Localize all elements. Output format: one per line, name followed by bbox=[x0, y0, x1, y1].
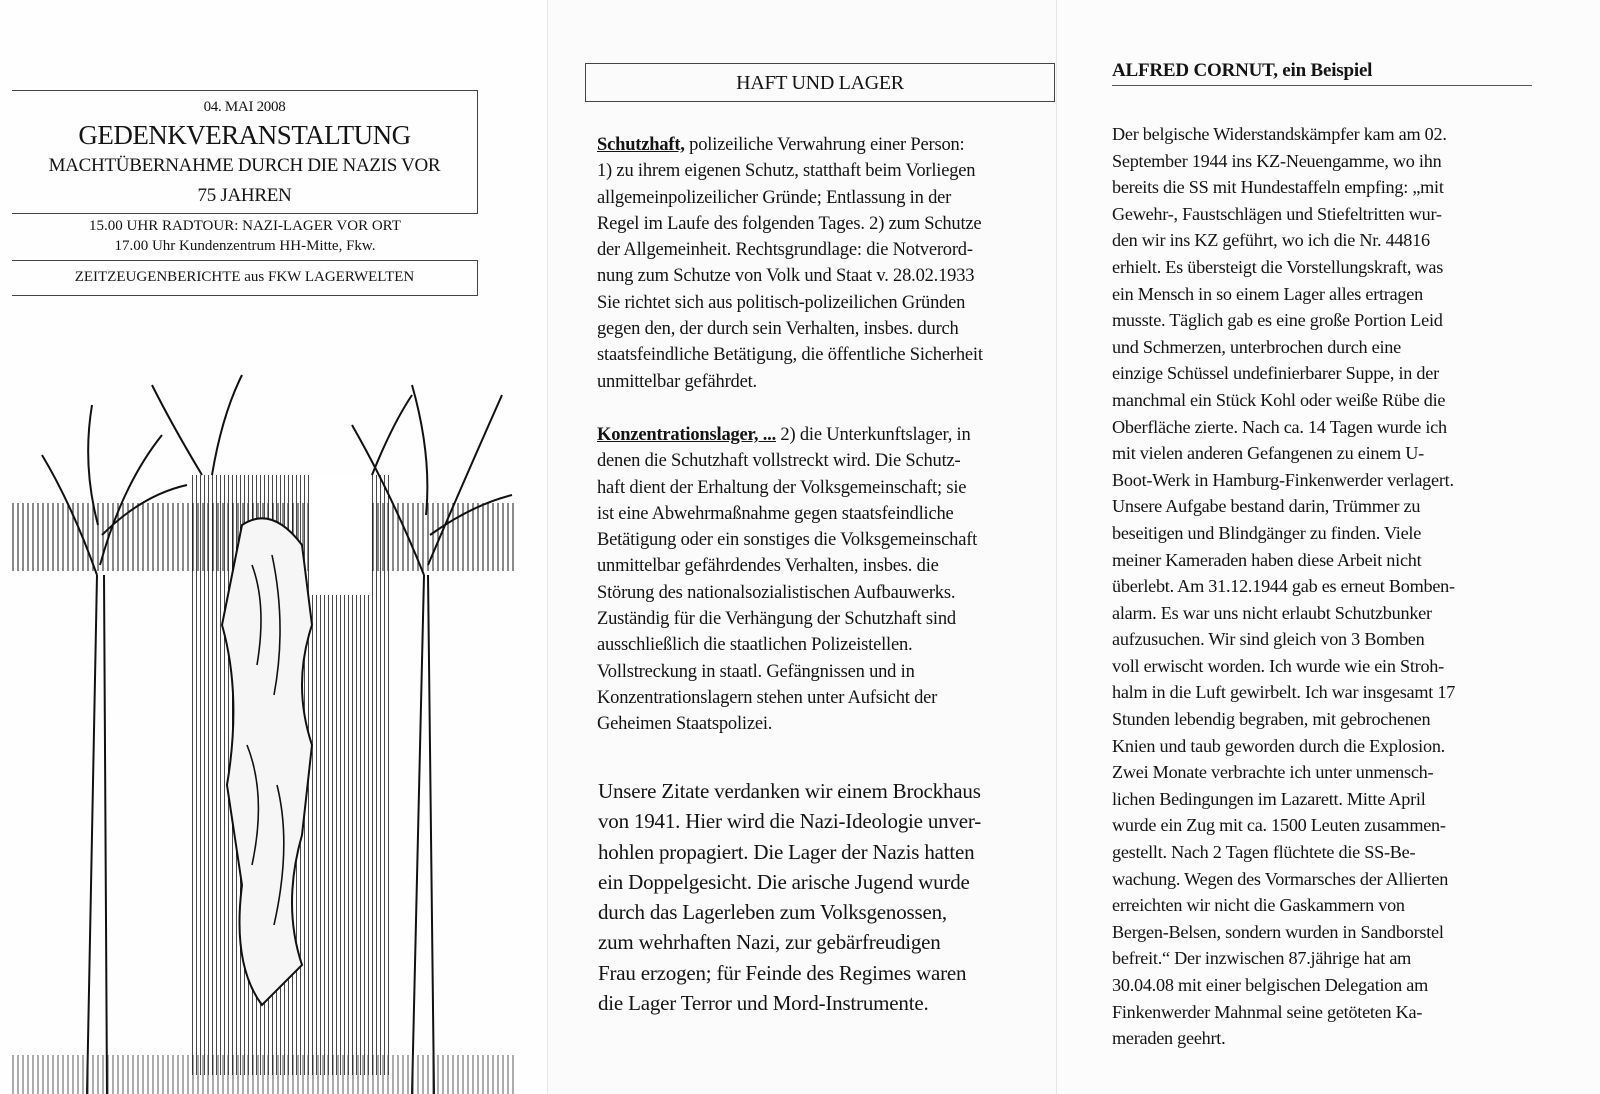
event-title: GEDENKVERANSTALTUNG bbox=[78, 120, 411, 150]
woodcut-illustration bbox=[12, 365, 517, 1094]
text-line: mit vielen anderen Gefangenen zu einem U- bbox=[1112, 443, 1424, 464]
left-panel bbox=[0, 0, 548, 1094]
text-line: Geheimen Staatspolizei. bbox=[597, 714, 773, 735]
konzentrationslager-section bbox=[597, 422, 1052, 738]
text-line: haft dient der Erhaltung der Volksgemeinschaft; sie bbox=[597, 477, 967, 498]
text-line: Oberfläche zierte. Nach ca. 14 Tagen wurde ich bbox=[1112, 416, 1447, 437]
event-title-block bbox=[12, 90, 478, 213]
text-line: allgemeinpolizeilicher Gründe; Entlassung in der bbox=[597, 187, 952, 208]
text-line: wurde ein Zug mit ca. 1500 Leuten zusammen- bbox=[1112, 815, 1446, 836]
text-line: überlebt. Am 31.12.1944 gab es erneut Bomben- bbox=[1112, 576, 1455, 597]
event-schedule bbox=[12, 213, 478, 260]
text-line: musste. Täglich gab es eine große Portion Leid bbox=[1112, 310, 1443, 331]
text-line: Zuständig für die Verhängung der Schutzhaft sind bbox=[597, 609, 956, 630]
closing-paragraph bbox=[598, 776, 1058, 1018]
text-line: meraden geehrt. bbox=[1112, 1028, 1226, 1049]
text-line: durch das Lagerleben zum Volksgenossen, bbox=[598, 900, 947, 925]
text-line: unmittelbar gefährdendes Verhalten, insbes. die bbox=[597, 556, 939, 577]
text-line: Konzentrationslagern stehen unter Aufsicht der bbox=[597, 687, 938, 708]
text-line: Regel im Laufe des folgenden Tages. 2) zum Schutze bbox=[597, 213, 982, 234]
event-subtitle-years: 75 JAHREN bbox=[197, 185, 292, 206]
text-line: lichen Bedingungen im Lazarett. Mitte April bbox=[1112, 788, 1426, 809]
event-subtitle: MACHTÜBERNAHME DURCH DIE NAZIS VOR bbox=[48, 155, 441, 176]
text-line: Bergen-Belsen, sondern wurden in Sandborstel bbox=[1112, 921, 1444, 942]
event-footer: ZEITZEUGENBERICHTE aus FKW LAGERWELTEN bbox=[12, 260, 478, 296]
text-line: Störung des nationalsozialistischen Aufbauwerks. bbox=[597, 582, 956, 603]
text-line: ausschließlich die staatlichen Polizeistellen. bbox=[597, 635, 913, 656]
text-line: hohlen propagiert. Die Lager der Nazis hatten bbox=[598, 839, 975, 864]
text-line: Unsere Aufgabe bestand darin, Trümmer zu bbox=[1112, 496, 1421, 517]
text-line: den wir ins KZ geführt, wo ich die Nr. 44816 bbox=[1112, 230, 1430, 251]
text-line: zum wehrhaften Nazi, zur gebärfreudigen bbox=[598, 930, 941, 955]
text-line: gestellt. Nach 2 Tagen flüchtete die SS-Be- bbox=[1112, 842, 1416, 863]
text-line: und Schmerzen, unterbrochen durch eine bbox=[1112, 336, 1401, 357]
text-line: meiner Kameraden haben diese Arbeit nicht bbox=[1112, 549, 1422, 570]
text-line: Gewehr-, Faustschlägen und Stiefeltritten wur- bbox=[1112, 203, 1442, 224]
text-line: die Lager Terror und Mord-Instrumente. bbox=[598, 991, 929, 1016]
schutzhaft-term: Schutzhaft, bbox=[597, 135, 685, 155]
text-line: Zwei Monate verbrachte ich unter unmensch- bbox=[1112, 762, 1434, 783]
text-line: wachung. Wegen des Vormarsches der Allierten bbox=[1112, 868, 1449, 889]
text-line: staatsfeindliche Betätigung, die öffentliche Sicherheit bbox=[597, 345, 983, 366]
text-line: halm in die Luft gewirbelt. Ich war insgesamt 17 bbox=[1112, 682, 1456, 703]
text-line: nung zum Schutze von Volk und Staat v. 28.02.1933 bbox=[597, 266, 975, 287]
schedule-kundenzentrum: 17.00 Uhr Kundenzentrum HH-Mitte, Fkw. bbox=[114, 238, 376, 254]
text-line: Vollstreckung in staatl. Gefängnissen und in bbox=[597, 661, 915, 682]
text-line: Schutzhaft, polizeiliche Verwahrung einer Person: bbox=[597, 135, 965, 155]
schedule-radtour: 15.00 UHR RADTOUR: NAZI-LAGER VOR ORT bbox=[89, 218, 401, 234]
text-line: alarm. Es war uns nicht erlaubt Schutzbunker bbox=[1112, 602, 1432, 623]
text-line: Betätigung oder ein sonstiges die Volksgemeinschaft bbox=[597, 530, 978, 551]
text-line: Stunden lebendig begraben, mit gebrochenen bbox=[1112, 709, 1431, 730]
text-line: Knien und taub geworden durch die Explosion. bbox=[1112, 735, 1445, 756]
schutzhaft-section bbox=[597, 132, 1052, 395]
text-line: aufzusuchen. Wir sind gleich von 3 Bomben bbox=[1112, 629, 1425, 650]
text-line: Der belgische Widerstandskämpfer kam am 02. bbox=[1112, 124, 1447, 144]
text-line: Konzentrationslager, ... 2) die Unterkunftslager, in bbox=[597, 425, 971, 445]
text-line: gegen den, der durch sein Verhalten, insbes. durch bbox=[597, 319, 959, 340]
text-line: denen die Schutzhaft vollstreckt wird. Die Schutz- bbox=[597, 451, 961, 472]
text-line: von 1941. Hier wird die Nazi-Ideologie unver- bbox=[598, 809, 982, 834]
text-line: befreit.“ Der inzwischen 87.jährige hat am bbox=[1112, 948, 1412, 969]
text-line: manchmal ein Stück Kohl oder weiße Rübe die bbox=[1112, 389, 1446, 410]
cornut-title: ALFRED CORNUT, ein Beispiel bbox=[1112, 60, 1532, 86]
text-line: 1) zu ihrem eigenen Schutz, statthaft beim Vorliegen bbox=[597, 161, 976, 182]
text-line: Finkenwerder Mahnmal seine getöteten Ka- bbox=[1112, 1001, 1423, 1022]
text-line: voll erwischt worden. Ich wurde wie ein Stroh- bbox=[1112, 655, 1444, 676]
konzentrationslager-term: Konzentrationslager, ... bbox=[597, 425, 776, 445]
event-date: 04. MAI 2008 bbox=[203, 99, 286, 115]
text-line: Frau erzogen; für Feinde des Regimes waren bbox=[598, 960, 967, 985]
text-line: erhielt. Es übersteigt die Vorstellungskraft, was bbox=[1112, 256, 1444, 277]
cornut-testimony bbox=[1112, 121, 1552, 1052]
text-line: ein Mensch in so einem Lager alles ertragen bbox=[1112, 283, 1423, 304]
text-line: ist eine Abwehrmaßnahme gegen staatsfeindliche bbox=[597, 503, 954, 524]
text-line: Boot-Werk in Hamburg-Finkenwerder verlagert. bbox=[1112, 469, 1454, 490]
text-line: Unsere Zitate verdanken wir einem Brockhaus bbox=[598, 779, 981, 803]
event-header-box bbox=[12, 90, 478, 296]
text-line: erreichten wir nicht die Gaskammern von bbox=[1112, 895, 1405, 916]
text-line: September 1944 ins KZ-Neuengamme, wo ihn bbox=[1112, 150, 1442, 171]
text-line: der Allgemeinheit. Rechtsgrundlage: die Notverord- bbox=[597, 240, 973, 261]
text-line: bereits die SS mit Hundestaffeln empfing: „mit bbox=[1112, 177, 1444, 198]
text-line: ein Doppelgesicht. Die arische Jugend wurde bbox=[598, 869, 970, 894]
text-line: einzige Schüssel undefinierbarer Suppe, in der bbox=[1112, 363, 1439, 384]
text-line: beseitigen und Blindgänger zu finden. Viele bbox=[1112, 522, 1422, 543]
text-line: 30.04.08 mit einer belgischen Delegation am bbox=[1112, 975, 1429, 995]
haft-und-lager-title: HAFT UND LAGER bbox=[585, 63, 1055, 102]
text-line: Sie richtet sich aus politisch-polizeilichen Gründen bbox=[597, 292, 966, 313]
text-line: unmittelbar gefährdet. bbox=[597, 371, 757, 392]
